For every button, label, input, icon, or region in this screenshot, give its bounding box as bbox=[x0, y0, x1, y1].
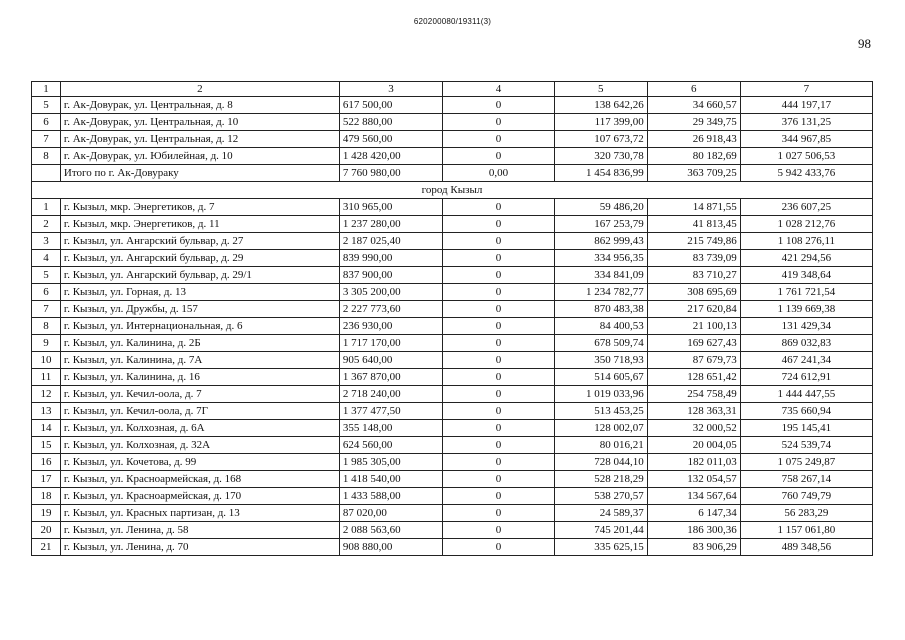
value-cell-3: 2 088 563,60 bbox=[339, 522, 442, 539]
row-number-cell: 5 bbox=[32, 267, 61, 284]
value-cell-7: 1 028 212,76 bbox=[740, 216, 872, 233]
row-number-cell: 8 bbox=[32, 148, 61, 165]
table-row bbox=[32, 199, 873, 216]
table-row bbox=[32, 233, 873, 250]
value-cell-3: 310 965,00 bbox=[339, 199, 442, 216]
value-cell-4: 0 bbox=[443, 233, 555, 250]
value-cell-6: 87 679,73 bbox=[647, 352, 740, 369]
value-cell-5: 678 509,74 bbox=[554, 335, 647, 352]
total-row bbox=[32, 165, 873, 182]
value-cell-6: 21 100,13 bbox=[647, 318, 740, 335]
value-cell-7: 376 131,25 bbox=[740, 114, 872, 131]
value-cell-6: 6 147,34 bbox=[647, 505, 740, 522]
page-number: 98 bbox=[858, 36, 871, 51]
value-cell-6: 83 906,29 bbox=[647, 539, 740, 556]
address-cell: г. Ак-Довурак, ул. Центральная, д. 12 bbox=[60, 131, 339, 148]
value-cell-7: 467 241,34 bbox=[740, 352, 872, 369]
value-cell-3: 2 718 240,00 bbox=[339, 386, 442, 403]
table-row bbox=[32, 352, 873, 369]
value-cell-5: 870 483,38 bbox=[554, 301, 647, 318]
value-cell-5: 528 218,29 bbox=[554, 471, 647, 488]
section-title: город Кызыл bbox=[32, 182, 873, 199]
value-cell-3: 1 377 477,50 bbox=[339, 403, 442, 420]
value-cell-4: 0,00 bbox=[443, 165, 555, 182]
row-number-cell: 18 bbox=[32, 488, 61, 505]
value-cell-4: 0 bbox=[443, 335, 555, 352]
table-row bbox=[32, 403, 873, 420]
row-number-cell: 20 bbox=[32, 522, 61, 539]
value-cell-6: 80 182,69 bbox=[647, 148, 740, 165]
value-cell-6: 217 620,84 bbox=[647, 301, 740, 318]
value-cell-3: 522 880,00 bbox=[339, 114, 442, 131]
value-cell-7: 444 197,17 bbox=[740, 97, 872, 114]
value-cell-7: 1 075 249,87 bbox=[740, 454, 872, 471]
value-cell-3: 2 187 025,40 bbox=[339, 233, 442, 250]
address-cell: г. Кызыл, ул. Калинина, д. 7А bbox=[60, 352, 339, 369]
value-cell-3: 355 148,00 bbox=[339, 420, 442, 437]
row-number-cell: 13 bbox=[32, 403, 61, 420]
table-row bbox=[32, 97, 873, 114]
value-cell-5: 334 956,35 bbox=[554, 250, 647, 267]
value-cell-4: 0 bbox=[443, 488, 555, 505]
value-cell-4: 0 bbox=[443, 403, 555, 420]
value-cell-4: 0 bbox=[443, 301, 555, 318]
value-cell-7: 419 348,64 bbox=[740, 267, 872, 284]
table-row bbox=[32, 148, 873, 165]
value-cell-6: 132 054,57 bbox=[647, 471, 740, 488]
table-row bbox=[32, 250, 873, 267]
address-cell: г. Кызыл, ул. Ленина, д. 70 bbox=[60, 539, 339, 556]
table-row bbox=[32, 131, 873, 148]
value-cell-4: 0 bbox=[443, 131, 555, 148]
table-row bbox=[32, 216, 873, 233]
address-cell: г. Кызыл, ул. Красноармейская, д. 170 bbox=[60, 488, 339, 505]
value-cell-5: 107 673,72 bbox=[554, 131, 647, 148]
address-cell: г. Кызыл, мкр. Энергетиков, д. 7 bbox=[60, 199, 339, 216]
value-cell-4: 0 bbox=[443, 420, 555, 437]
value-cell-6: 34 660,57 bbox=[647, 97, 740, 114]
value-cell-6: 254 758,49 bbox=[647, 386, 740, 403]
address-cell: Итого по г. Ак-Довураку bbox=[60, 165, 339, 182]
value-cell-6: 128 363,31 bbox=[647, 403, 740, 420]
column-header: 5 bbox=[554, 82, 647, 97]
value-cell-7: 524 539,74 bbox=[740, 437, 872, 454]
table-row bbox=[32, 488, 873, 505]
value-cell-4: 0 bbox=[443, 216, 555, 233]
value-cell-5: 1 454 836,99 bbox=[554, 165, 647, 182]
column-header: 7 bbox=[740, 82, 872, 97]
row-number-cell: 7 bbox=[32, 301, 61, 318]
value-cell-3: 479 560,00 bbox=[339, 131, 442, 148]
table-row bbox=[32, 335, 873, 352]
value-cell-4: 0 bbox=[443, 539, 555, 556]
value-cell-3: 1 428 420,00 bbox=[339, 148, 442, 165]
value-cell-6: 215 749,86 bbox=[647, 233, 740, 250]
value-cell-3: 624 560,00 bbox=[339, 437, 442, 454]
value-cell-4: 0 bbox=[443, 97, 555, 114]
address-cell: г. Кызыл, ул. Горная, д. 13 bbox=[60, 284, 339, 301]
value-cell-7: 724 612,91 bbox=[740, 369, 872, 386]
value-cell-5: 117 399,00 bbox=[554, 114, 647, 131]
value-cell-6: 20 004,05 bbox=[647, 437, 740, 454]
value-cell-4: 0 bbox=[443, 454, 555, 471]
row-number-cell: 9 bbox=[32, 335, 61, 352]
table-row bbox=[32, 284, 873, 301]
value-cell-3: 236 930,00 bbox=[339, 318, 442, 335]
row-number-cell: 21 bbox=[32, 539, 61, 556]
value-cell-4: 0 bbox=[443, 114, 555, 131]
table-row bbox=[32, 454, 873, 471]
value-cell-6: 186 300,36 bbox=[647, 522, 740, 539]
value-cell-4: 0 bbox=[443, 267, 555, 284]
value-cell-5: 1 019 033,96 bbox=[554, 386, 647, 403]
column-number-row bbox=[32, 82, 873, 97]
value-cell-6: 32 000,52 bbox=[647, 420, 740, 437]
section-row bbox=[32, 182, 873, 199]
value-cell-3: 905 640,00 bbox=[339, 352, 442, 369]
row-number-cell: 4 bbox=[32, 250, 61, 267]
value-cell-4: 0 bbox=[443, 505, 555, 522]
value-cell-5: 1 234 782,77 bbox=[554, 284, 647, 301]
address-cell: г. Кызыл, мкр. Энергетиков, д. 11 bbox=[60, 216, 339, 233]
address-cell: г. Ак-Довурак, ул. Юбилейная, д. 10 bbox=[60, 148, 339, 165]
table-row bbox=[32, 522, 873, 539]
value-cell-7: 489 348,56 bbox=[740, 539, 872, 556]
address-cell: г. Кызыл, ул. Красных партизан, д. 13 bbox=[60, 505, 339, 522]
value-cell-6: 182 011,03 bbox=[647, 454, 740, 471]
value-cell-6: 308 695,69 bbox=[647, 284, 740, 301]
value-cell-7: 1 108 276,11 bbox=[740, 233, 872, 250]
row-number-cell: 3 bbox=[32, 233, 61, 250]
table-row bbox=[32, 420, 873, 437]
value-cell-7: 236 607,25 bbox=[740, 199, 872, 216]
row-number-cell: 19 bbox=[32, 505, 61, 522]
address-cell: г. Кызыл, ул. Ангарский бульвар, д. 29 bbox=[60, 250, 339, 267]
value-cell-4: 0 bbox=[443, 369, 555, 386]
value-cell-6: 41 813,45 bbox=[647, 216, 740, 233]
value-cell-6: 26 918,43 bbox=[647, 131, 740, 148]
value-cell-5: 24 589,37 bbox=[554, 505, 647, 522]
value-cell-6: 14 871,55 bbox=[647, 199, 740, 216]
value-cell-5: 84 400,53 bbox=[554, 318, 647, 335]
row-number-cell: 5 bbox=[32, 97, 61, 114]
row-number-cell: 8 bbox=[32, 318, 61, 335]
row-number-cell: 1 bbox=[32, 199, 61, 216]
value-cell-4: 0 bbox=[443, 250, 555, 267]
table-body bbox=[32, 82, 873, 556]
value-cell-7: 1 139 669,38 bbox=[740, 301, 872, 318]
value-cell-6: 134 567,64 bbox=[647, 488, 740, 505]
address-cell: г. Кызыл, ул. Дружбы, д. 157 bbox=[60, 301, 339, 318]
column-header: 1 bbox=[32, 82, 61, 97]
table-row bbox=[32, 267, 873, 284]
value-cell-4: 0 bbox=[443, 199, 555, 216]
column-header: 3 bbox=[339, 82, 442, 97]
value-cell-3: 908 880,00 bbox=[339, 539, 442, 556]
value-cell-5: 350 718,93 bbox=[554, 352, 647, 369]
address-cell: г. Кызыл, ул. Ангарский бульвар, д. 29/1 bbox=[60, 267, 339, 284]
value-cell-7: 735 660,94 bbox=[740, 403, 872, 420]
value-cell-3: 2 227 773,60 bbox=[339, 301, 442, 318]
value-cell-5: 59 486,20 bbox=[554, 199, 647, 216]
value-cell-3: 1 717 170,00 bbox=[339, 335, 442, 352]
row-number-cell: 17 bbox=[32, 471, 61, 488]
table-row bbox=[32, 437, 873, 454]
value-cell-5: 538 270,57 bbox=[554, 488, 647, 505]
value-cell-4: 0 bbox=[443, 148, 555, 165]
value-cell-3: 1 237 280,00 bbox=[339, 216, 442, 233]
value-cell-4: 0 bbox=[443, 352, 555, 369]
address-cell: г. Кызыл, ул. Кечил-оола, д. 7 bbox=[60, 386, 339, 403]
value-cell-7: 1 027 506,53 bbox=[740, 148, 872, 165]
value-cell-7: 1 444 447,55 bbox=[740, 386, 872, 403]
row-number-cell: 16 bbox=[32, 454, 61, 471]
address-cell: г. Кызыл, ул. Красноармейская, д. 168 bbox=[60, 471, 339, 488]
value-cell-6: 128 651,42 bbox=[647, 369, 740, 386]
row-number-cell: 15 bbox=[32, 437, 61, 454]
value-cell-7: 758 267,14 bbox=[740, 471, 872, 488]
value-cell-3: 839 990,00 bbox=[339, 250, 442, 267]
row-number-cell bbox=[32, 165, 61, 182]
address-cell: г. Ак-Довурак, ул. Центральная, д. 8 bbox=[60, 97, 339, 114]
value-cell-3: 1 418 540,00 bbox=[339, 471, 442, 488]
column-header: 4 bbox=[443, 82, 555, 97]
value-cell-4: 0 bbox=[443, 386, 555, 403]
row-number-cell: 10 bbox=[32, 352, 61, 369]
value-cell-3: 1 367 870,00 bbox=[339, 369, 442, 386]
value-cell-6: 29 349,75 bbox=[647, 114, 740, 131]
value-cell-5: 128 002,07 bbox=[554, 420, 647, 437]
column-header: 6 bbox=[647, 82, 740, 97]
value-cell-3: 837 900,00 bbox=[339, 267, 442, 284]
address-cell: г. Кызыл, ул. Колхозная, д. 32А bbox=[60, 437, 339, 454]
table-row bbox=[32, 114, 873, 131]
value-cell-5: 728 044,10 bbox=[554, 454, 647, 471]
value-cell-5: 334 841,09 bbox=[554, 267, 647, 284]
table-row bbox=[32, 539, 873, 556]
value-cell-3: 87 020,00 bbox=[339, 505, 442, 522]
value-cell-5: 320 730,78 bbox=[554, 148, 647, 165]
address-cell: г. Кызыл, ул. Кечил-оола, д. 7Г bbox=[60, 403, 339, 420]
value-cell-7: 760 749,79 bbox=[740, 488, 872, 505]
row-number-cell: 6 bbox=[32, 114, 61, 131]
address-cell: г. Кызыл, ул. Калинина, д. 16 bbox=[60, 369, 339, 386]
value-cell-5: 335 625,15 bbox=[554, 539, 647, 556]
value-cell-3: 617 500,00 bbox=[339, 97, 442, 114]
address-cell: г. Кызыл, ул. Колхозная, д. 6А bbox=[60, 420, 339, 437]
value-cell-4: 0 bbox=[443, 284, 555, 301]
column-header: 2 bbox=[60, 82, 339, 97]
row-number-cell: 12 bbox=[32, 386, 61, 403]
value-cell-3: 3 305 200,00 bbox=[339, 284, 442, 301]
value-cell-5: 862 999,43 bbox=[554, 233, 647, 250]
value-cell-4: 0 bbox=[443, 437, 555, 454]
value-cell-7: 421 294,56 bbox=[740, 250, 872, 267]
value-cell-3: 1 985 305,00 bbox=[339, 454, 442, 471]
value-cell-4: 0 bbox=[443, 471, 555, 488]
row-number-cell: 6 bbox=[32, 284, 61, 301]
value-cell-6: 83 739,09 bbox=[647, 250, 740, 267]
value-cell-6: 169 627,43 bbox=[647, 335, 740, 352]
value-cell-5: 80 016,21 bbox=[554, 437, 647, 454]
table-row bbox=[32, 301, 873, 318]
address-cell: г. Кызыл, ул. Кочетова, д. 99 bbox=[60, 454, 339, 471]
address-cell: г. Кызыл, ул. Интернациональная, д. 6 bbox=[60, 318, 339, 335]
row-number-cell: 11 bbox=[32, 369, 61, 386]
value-cell-7: 1 157 061,80 bbox=[740, 522, 872, 539]
value-cell-5: 167 253,79 bbox=[554, 216, 647, 233]
data-table bbox=[31, 81, 873, 556]
value-cell-7: 131 429,34 bbox=[740, 318, 872, 335]
value-cell-7: 5 942 433,76 bbox=[740, 165, 872, 182]
value-cell-7: 869 032,83 bbox=[740, 335, 872, 352]
address-cell: г. Кызыл, ул. Ангарский бульвар, д. 27 bbox=[60, 233, 339, 250]
address-cell: г. Ак-Довурак, ул. Центральная, д. 10 bbox=[60, 114, 339, 131]
value-cell-5: 745 201,44 bbox=[554, 522, 647, 539]
value-cell-6: 83 710,27 bbox=[647, 267, 740, 284]
value-cell-7: 1 761 721,54 bbox=[740, 284, 872, 301]
value-cell-6: 363 709,25 bbox=[647, 165, 740, 182]
value-cell-4: 0 bbox=[443, 522, 555, 539]
value-cell-4: 0 bbox=[443, 318, 555, 335]
value-cell-3: 7 760 980,00 bbox=[339, 165, 442, 182]
document-id: 620200080/19311(3) bbox=[413, 17, 492, 26]
table-row bbox=[32, 369, 873, 386]
row-number-cell: 7 bbox=[32, 131, 61, 148]
row-number-cell: 14 bbox=[32, 420, 61, 437]
table-row bbox=[32, 318, 873, 335]
row-number-cell: 2 bbox=[32, 216, 61, 233]
value-cell-3: 1 433 588,00 bbox=[339, 488, 442, 505]
value-cell-7: 195 145,41 bbox=[740, 420, 872, 437]
value-cell-7: 344 967,85 bbox=[740, 131, 872, 148]
value-cell-5: 138 642,26 bbox=[554, 97, 647, 114]
table-row bbox=[32, 386, 873, 403]
address-cell: г. Кызыл, ул. Калинина, д. 2Б bbox=[60, 335, 339, 352]
table-row bbox=[32, 471, 873, 488]
table-row bbox=[32, 505, 873, 522]
address-cell: г. Кызыл, ул. Ленина, д. 58 bbox=[60, 522, 339, 539]
value-cell-5: 514 605,67 bbox=[554, 369, 647, 386]
value-cell-5: 513 453,25 bbox=[554, 403, 647, 420]
value-cell-7: 56 283,29 bbox=[740, 505, 872, 522]
